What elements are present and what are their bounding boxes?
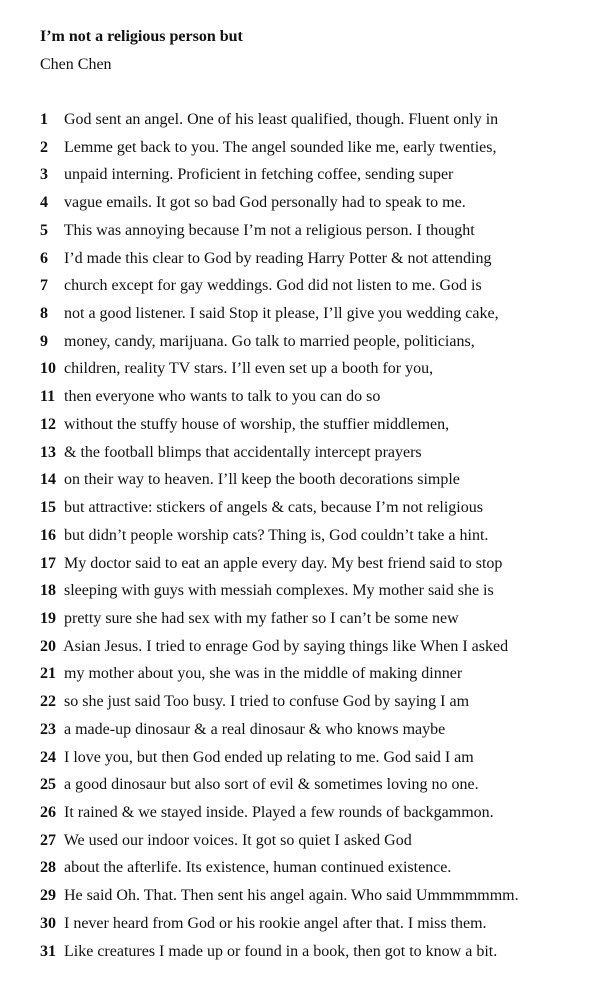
line-number: 3 xyxy=(40,166,48,184)
poem-line xyxy=(40,913,519,941)
line-text: I love you, but then God ended up relating to me. God said I am xyxy=(64,748,474,766)
line-text: vague emails. It got so bad God personally had to speak to me. xyxy=(64,194,466,212)
line-text: not a good listener. I said Stop it please, I’ll give you wedding cake, xyxy=(64,305,499,323)
poem-line xyxy=(40,663,519,691)
poem-line xyxy=(40,303,519,331)
line-number: 11 xyxy=(40,388,56,406)
line-text: a good dinosaur but also sort of evil & sometimes loving no one. xyxy=(64,776,479,794)
poem-line xyxy=(40,525,519,553)
poem-line xyxy=(40,331,519,359)
line-text: He said Oh. That. Then sent his angel again. Who said Ummmmmmm. xyxy=(64,887,519,905)
line-number: 19 xyxy=(40,609,56,627)
poem-line xyxy=(40,802,519,830)
poem-body xyxy=(40,109,519,968)
poem-line xyxy=(40,248,519,276)
poem-line xyxy=(40,164,519,192)
line-text: a made-up dinosaur & a real dinosaur & who knows maybe xyxy=(64,720,446,738)
line-text: church except for gay weddings. God did not listen to me. God is xyxy=(64,277,482,295)
line-text: My doctor said to eat an apple every day. My best friend said to stop xyxy=(64,554,503,572)
line-number: 12 xyxy=(40,415,56,433)
line-number: 30 xyxy=(40,914,56,932)
line-number: 14 xyxy=(40,471,56,489)
line-text: money, candy, marijuana. Go talk to married people, politicians, xyxy=(64,332,475,350)
line-number: 6 xyxy=(40,249,48,267)
line-number: 17 xyxy=(40,554,56,572)
line-number: 27 xyxy=(40,831,56,849)
line-number: 4 xyxy=(40,194,48,212)
poem-line xyxy=(40,358,519,386)
line-number: 15 xyxy=(40,499,56,517)
line-number: 26 xyxy=(40,803,56,821)
line-text: unpaid interning. Proficient in fetching coffee, sending super xyxy=(64,166,454,184)
line-text: my mother about you, she was in the middle of making dinner xyxy=(64,665,463,683)
line-text: I’d made this clear to God by reading Harry Potter & not attending xyxy=(64,249,492,267)
poem-line xyxy=(40,941,519,969)
line-text: about the afterlife. Its existence, human continued existence. xyxy=(64,859,452,877)
line-number: 5 xyxy=(40,221,48,239)
poem-line xyxy=(40,691,519,719)
line-text: Asian Jesus. I tried to enrage God by saying things like When I asked xyxy=(63,637,509,655)
poem-line xyxy=(40,636,519,664)
line-number: 13 xyxy=(40,443,56,461)
line-number: 29 xyxy=(40,887,56,905)
line-number: 28 xyxy=(40,859,56,877)
line-text: children, reality TV stars. I’ll even set up a booth for you, xyxy=(64,360,434,378)
line-text: This was annoying because I’m not a religious person. I thought xyxy=(63,221,475,239)
line-number: 31 xyxy=(40,942,56,960)
line-number: 18 xyxy=(40,582,56,600)
poem-line xyxy=(40,608,519,636)
poem-line xyxy=(40,275,519,303)
line-text: but didn’t people worship cats? Thing is, God couldn’t take a hint. xyxy=(64,526,489,544)
poem-line xyxy=(40,830,519,858)
line-text: but attractive: stickers of angels & cats, because I’m not religious xyxy=(64,499,483,517)
poem-line xyxy=(40,220,519,248)
line-number: 2 xyxy=(40,138,48,156)
line-text: so she just said Too busy. I tried to confuse God by saying I am xyxy=(64,693,470,711)
poem-line xyxy=(40,109,519,137)
line-number: 1 xyxy=(40,111,48,128)
line-text: Lemme get back to you. The angel sounded like me, early twenties, xyxy=(64,138,497,156)
poem-line xyxy=(40,553,519,581)
line-number: 23 xyxy=(40,720,56,738)
line-number: 20 xyxy=(40,637,56,655)
line-text: Like creatures I made up or found in a book, then got to know a bit. xyxy=(64,942,498,960)
line-text: without the stuffy house of worship, the stuffier middlemen, xyxy=(64,415,450,433)
line-text: We used our indoor voices. It got so quiet I asked God xyxy=(63,831,412,849)
poem-line xyxy=(40,442,519,470)
line-number: 9 xyxy=(40,332,48,350)
line-text: I never heard from God or his rookie angel after that. I miss them. xyxy=(64,914,487,932)
line-number: 7 xyxy=(40,277,48,295)
poem-author: Chen Chen xyxy=(40,56,112,73)
line-number: 24 xyxy=(40,748,56,766)
poem-line xyxy=(40,414,519,442)
poem-line xyxy=(40,137,519,165)
line-number: 10 xyxy=(40,360,56,378)
poem-line xyxy=(40,580,519,608)
poem-line xyxy=(40,719,519,747)
poem-line xyxy=(40,469,519,497)
poem-line xyxy=(40,747,519,775)
poem-line xyxy=(40,497,519,525)
line-number: 16 xyxy=(40,526,56,544)
poem-line xyxy=(40,386,519,414)
line-text: God sent an angel. One of his least qualified, though. Fluent only in xyxy=(64,111,499,128)
poem-title: I’m not a religious person but xyxy=(40,28,243,45)
line-number: 25 xyxy=(40,776,56,794)
poem-line xyxy=(40,774,519,802)
line-number: 22 xyxy=(40,693,56,711)
line-text: sleeping with guys with messiah complexes. My mother said she is xyxy=(64,582,494,600)
line-text: pretty sure she had sex with my father so I can’t be some new xyxy=(64,609,459,627)
poem-line xyxy=(40,885,519,913)
line-text: It rained & we stayed inside. Played a few rounds of backgammon. xyxy=(64,803,494,821)
poem-line xyxy=(40,192,519,220)
line-text: & the football blimps that accidentally intercept prayers xyxy=(64,443,422,461)
line-text: on their way to heaven. I’ll keep the booth decorations simple xyxy=(64,471,460,489)
line-number: 8 xyxy=(40,305,48,323)
poem-line xyxy=(40,857,519,885)
line-number: 21 xyxy=(40,665,56,683)
line-text: then everyone who wants to talk to you can do so xyxy=(64,388,381,406)
